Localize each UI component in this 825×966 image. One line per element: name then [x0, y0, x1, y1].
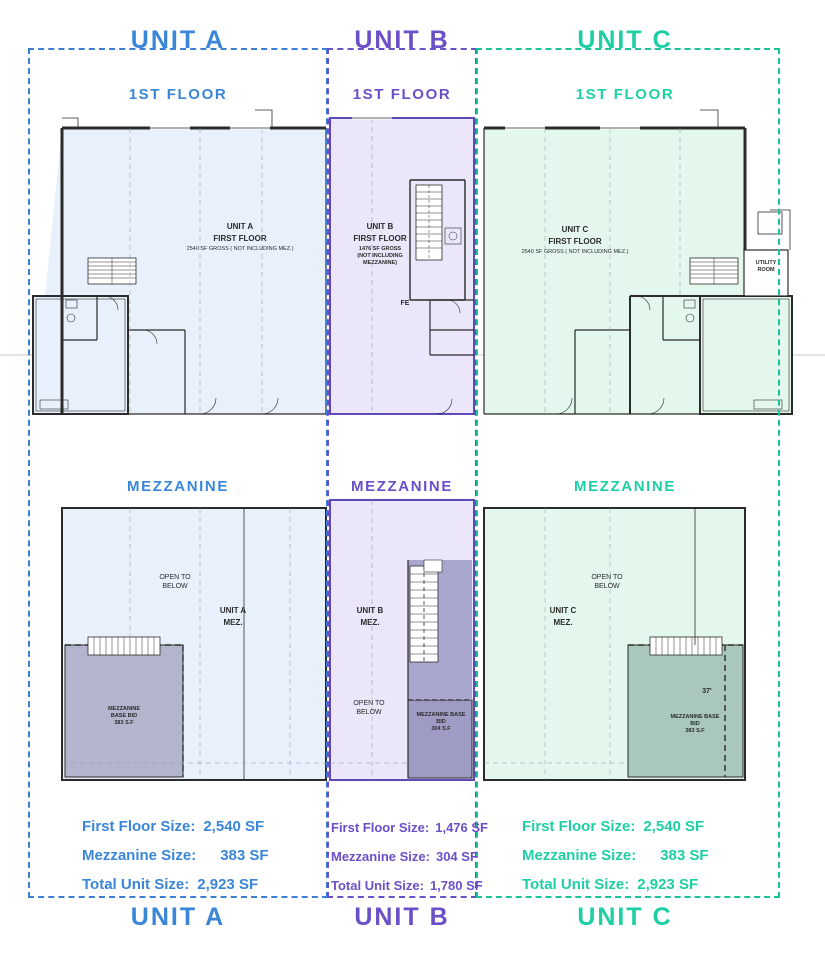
unit-c-mezzanine-plan	[484, 508, 745, 780]
unit-a-plan-name: UNIT A	[226, 222, 254, 231]
unit-b-total-stat	[331, 878, 488, 893]
unit-b-plan-sub: FIRST FLOOR	[353, 234, 407, 243]
unit-b-stats	[331, 820, 488, 907]
unit-c-mez-base-bid: MEZZANINE BASE BID 383 S.F	[670, 714, 720, 734]
unit-b-mez-name: UNIT B	[356, 606, 384, 615]
unit-c-plan-sub: FIRST FLOOR	[548, 237, 602, 246]
unit-b-mez-sub: MEZ.	[360, 618, 380, 627]
unit-b-first-floor-stat-label: First Floor Size:	[331, 820, 430, 835]
unit-c-mezzanine-stat-value: 383 SF	[660, 847, 709, 864]
unit-c-first-floor-stat	[522, 818, 709, 835]
unit-b-mez-base-bid: MEZZANINE BASE BID 304 S.F	[416, 712, 466, 732]
unit-a-total-stat	[82, 876, 269, 893]
unit-a-mezzanine-stat-label: Mezzanine Size:	[82, 847, 197, 864]
unit-c-plan-note: 2540 SF GROSS ( NOT INCLUDING MEZ.)	[521, 249, 629, 255]
unit-b-mezzanine-plan	[330, 500, 474, 780]
unit-b-first-floor-stat	[331, 820, 488, 835]
unit-c-plan-name: UNIT C	[561, 225, 589, 234]
unit-b-mezzanine-stat-value: 304 SF	[435, 849, 478, 864]
unit-a-mezzanine-plan	[62, 508, 326, 780]
unit-a-title-bottom: UNIT A	[130, 903, 226, 931]
unit-b-total-stat-label: Total Unit Size:	[331, 878, 424, 893]
unit-c-title-bottom: UNIT C	[577, 903, 673, 931]
unit-a-mezzanine-stat-value: 383 SF	[220, 847, 269, 864]
unit-b-mezzanine-stat	[331, 849, 488, 864]
unit-b-mezzanine-label: MEZZANINE	[351, 478, 453, 495]
unit-a-first-floor-stat-label: First Floor Size:	[82, 818, 196, 835]
unit-b-plan-name: UNIT B	[366, 222, 394, 231]
unit-a-plan-note: 2540 SF GROSS ( NOT INCLUDING MEZ.)	[186, 246, 294, 252]
unit-b-title-bottom: UNIT B	[354, 903, 450, 931]
unit-a-title-top: UNIT A	[130, 26, 226, 54]
unit-c-open-to-below: OPEN TO BELOW	[591, 574, 623, 590]
unit-b-first-floor-label: 1ST FLOOR	[352, 86, 452, 103]
unit-a-total-stat-value: 2,923 SF	[197, 876, 259, 893]
unit-b-fire-extinguisher-label: FE	[400, 300, 410, 307]
unit-a-mez-sub: MEZ.	[223, 618, 243, 627]
unit-b-open-to-below: OPEN TO BELOW	[353, 700, 385, 716]
unit-a-open-to-below: OPEN TO BELOW	[159, 574, 191, 590]
unit-c-stats	[522, 818, 709, 905]
unit-c-mezzanine-label: MEZZANINE	[574, 478, 676, 495]
unit-c-mez-name: UNIT C	[549, 606, 577, 615]
unit-c-utility-room-label: UTILITY ROOM	[755, 260, 777, 273]
unit-c-total-stat-label: Total Unit Size:	[522, 876, 630, 893]
unit-b-mezzanine-stat-label: Mezzanine Size:	[331, 849, 430, 864]
unit-c-first-floor-plan	[484, 110, 792, 414]
unit-a-stats	[82, 818, 269, 905]
unit-c-total-stat	[522, 876, 709, 893]
unit-c-total-stat-value: 2,923 SF	[637, 876, 699, 893]
unit-c-mez-dimension: 37'	[702, 688, 712, 695]
unit-c-first-floor-stat-label: First Floor Size:	[522, 818, 636, 835]
unit-a-first-floor-stat-value: 2,540 SF	[203, 818, 265, 835]
unit-a-first-floor-stat	[82, 818, 269, 835]
unit-b-first-floor-plan	[330, 118, 474, 414]
unit-c-mezzanine-stat-label: Mezzanine Size:	[522, 847, 637, 864]
unit-b-plan-note: 1476 SF GROSS (NOT INCLUDING MEZZANINE)	[357, 246, 403, 266]
unit-a-first-floor-label: 1ST FLOOR	[128, 86, 228, 103]
unit-b-first-floor-stat-value: 1,476 SF	[435, 820, 488, 835]
unit-a-mez-base-bid: MEZZANINE BASE BID 383 S.F	[107, 706, 141, 726]
unit-c-mez-sub: MEZ.	[553, 618, 573, 627]
unit-c-first-floor-label: 1ST FLOOR	[575, 86, 675, 103]
unit-a-mezzanine-label: MEZZANINE	[127, 478, 229, 495]
unit-a-mezzanine-stat	[82, 847, 269, 864]
unit-a-total-stat-label: Total Unit Size:	[82, 876, 190, 893]
unit-a-plan-sub: FIRST FLOOR	[213, 234, 267, 243]
unit-b-title-top: UNIT B	[354, 26, 450, 54]
unit-a-first-floor-plan	[33, 110, 326, 414]
unit-c-first-floor-stat-value: 2,540 SF	[643, 818, 705, 835]
unit-c-mezzanine-stat	[522, 847, 709, 864]
unit-b-total-stat-value: 1,780 SF	[429, 878, 483, 893]
unit-c-title-top: UNIT C	[577, 26, 673, 54]
unit-a-mez-name: UNIT A	[219, 606, 247, 615]
